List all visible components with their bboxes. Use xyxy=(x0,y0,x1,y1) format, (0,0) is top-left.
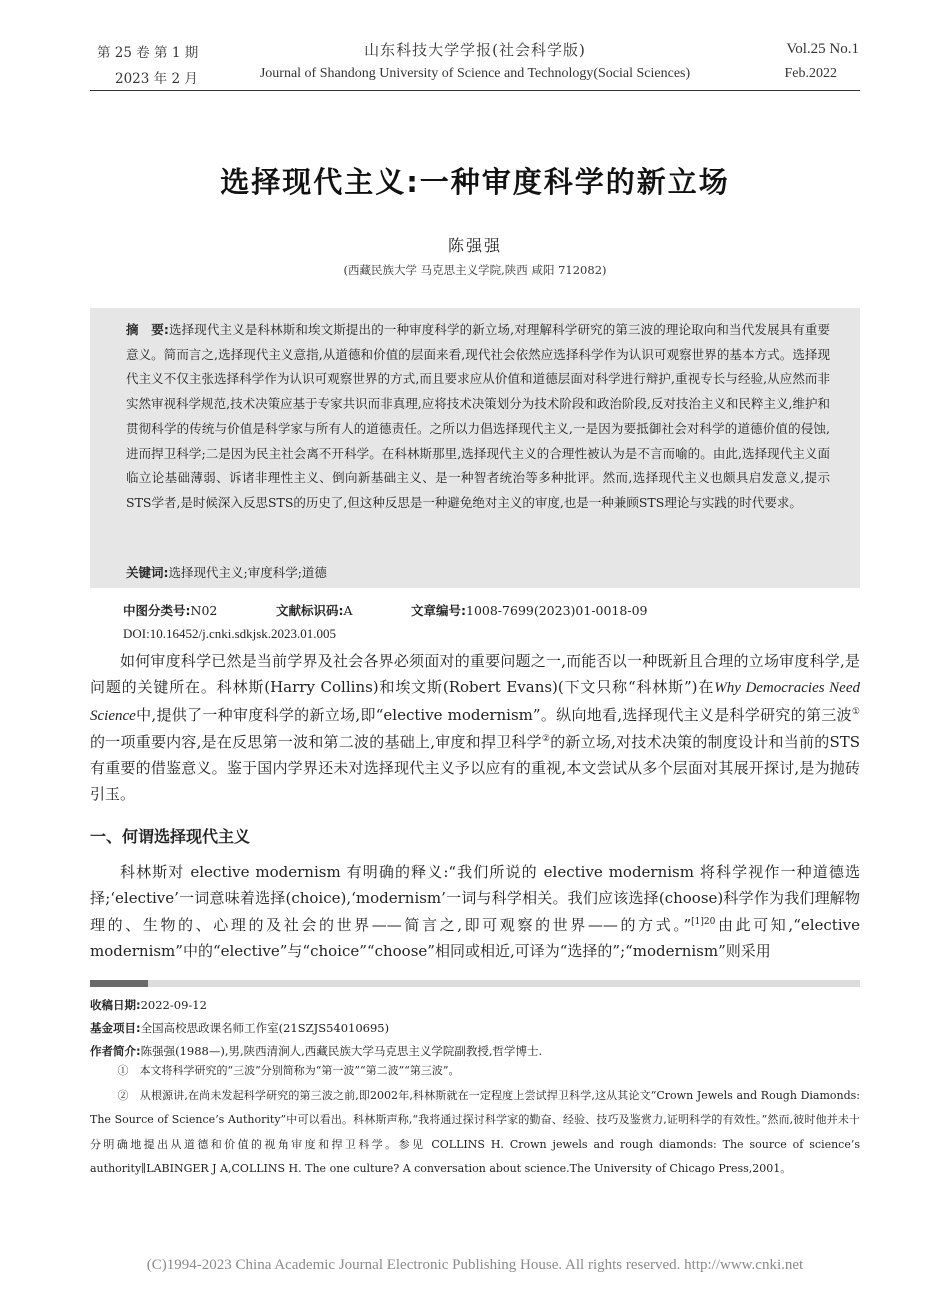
keywords-text: 选择现代主义;审度科学;道德 xyxy=(168,565,327,580)
journal-name-en: Journal of Shandong University of Science and Technology(Social Sciences) xyxy=(259,66,691,81)
intro-text-2: 中,提供了一种审度科学的新立场,即“elective modernism”。纵向地看,选择现代主义是科学研究的第三波 xyxy=(135,705,852,724)
footnote-ref-1[interactable]: ① xyxy=(851,706,860,717)
clc-number xyxy=(123,601,217,619)
footnote-separator-accent xyxy=(90,980,148,987)
clc-label: 中图分类号: xyxy=(123,603,191,618)
author-bio xyxy=(90,1043,542,1059)
intro-text-1: 如何审度科学已然是当前学界及社会各界必须面对的重要问题之一,而能否以一种既新且合理的立场审度科学,是问题的关键所在。科林斯(Harry Collins)和埃文斯(Robert Evans)(下文只称“科林斯”)在 xyxy=(90,652,860,697)
document-code xyxy=(276,601,353,619)
intro-paragraph xyxy=(90,648,860,808)
copyright-notice: (C)1994-2023 China Academic Journal Electronic Publishing House. All rights reserved. http://www.cnki.net xyxy=(146,1257,804,1273)
bio-label: 作者简介: xyxy=(90,1044,141,1058)
keywords xyxy=(126,563,830,581)
doc-code-label: 文献标识码: xyxy=(276,603,344,618)
footnotes xyxy=(90,1059,860,1182)
date-en: Feb.2022 xyxy=(784,66,837,81)
footnote-ref-2[interactable]: ② xyxy=(541,733,551,744)
doc-code-value: A xyxy=(343,603,353,618)
keywords-label: 关键词: xyxy=(126,565,169,580)
doi: DOI:10.16452/j.cnki.sdkjsk.2023.01.005 xyxy=(123,626,337,641)
abstract-text: 选择现代主义是科林斯和埃文斯提出的一种审度科学的新立场,对理解科学研究的第三波的理论取向和当代发展具有重要意义。简而言之,选择现代主义意指,从道德和价值的层面来看,现代社会依然应选择科学作为认识可观察世界的基本方式。选择现代主义不仅主张选择科学作为认识可观察世界的方式,而且要求应从价值和道德层面对科学进行辩护,重视专长与经验,从应然而非实然审视科学规范,技术决策应基于专家共识而非真理,应将技术决策划分为技术阶段和政治阶段,反对技治主义和民粹主义,维护和贯彻科学的传统与价值是科学家与所有人的道德责任。之所以力倡选择现代主义,一是因为要抵御社会对科学的道德价值的侵蚀,进而捍卫科学;二是因为民主社会离不开科学。在科林斯那里,选择现代主义的合理性被认为是不言而喻的。由此,选择现代主义面临立论基础薄弱、诉诸非理性主义、倒向新基础主义、是一种智者统治等多种批评。然而,选择现代主义也颇具启发意义,提示STS学者,是时候深入反思STS的历史了,但这种反思是一种避免绝对主义的审度,也是一种兼顾STS理论与实践的时代要求。 xyxy=(126,322,830,510)
clc-value: N02 xyxy=(190,603,218,618)
section1-paragraph xyxy=(90,859,860,964)
fund-label: 基金项目: xyxy=(90,1021,141,1035)
abstract-label: 摘 要: xyxy=(126,322,169,337)
article-number xyxy=(411,601,647,619)
abstract xyxy=(126,318,830,516)
section1-text-2: 由此可知,“elective modernism”中的“elective”与“choice”“choose”相同或相近,可译为“选择的”;“modernism”则采用 xyxy=(90,915,860,960)
volume-issue-en: Vol.25 No.1 xyxy=(786,41,859,57)
footnote-1: ① 本文将科学研究的“三波”分别简称为“第一波”“第二波”“第三波”。 xyxy=(117,1064,460,1077)
fund-info xyxy=(90,1020,389,1036)
footnote-2: ② 从根源讲,在尚未发起科学研究的第三波之前,即2002年,科林斯就在一定程度上尝试捍卫科学,这从其论文“Crown Jewels and Rough Diamonds: The Source of Science’s Authority”中可以看出。科林斯声称,“我将通过探讨科学家的勤奋、经验、技巧及鉴赏力,证明科学的有效性。”然而,彼时他并未十分明确地提出从道德和价值的视角审度和捍卫科学。参见 COLLINS H. Crown jewels and rough diamonds: The source of science’s authority∥LABINGER J A,COLLINS H. The one culture? A conversation about science.The University of Chicago Press,2001。 xyxy=(90,1088,860,1176)
footnote-separator xyxy=(90,980,860,987)
received-value: 2022-09-12 xyxy=(140,998,207,1012)
volume-issue-cn: 第 25 卷 第 1 期 xyxy=(97,45,199,61)
article-title: 选择现代主义:一种审度科学的新立场 xyxy=(220,165,730,199)
book-title: Why Democracies Need Science xyxy=(90,680,860,724)
intro-text-3: 的一项重要内容,是在反思第一波和第二波的基础上,审度和捍卫科学 xyxy=(90,732,542,751)
section-heading: 一、何谓选择现代主义 xyxy=(90,827,251,846)
article-number-label: 文章编号: xyxy=(411,603,466,618)
author-affiliation: (西藏民族大学 马克思主义学院,陕西 咸阳 712082) xyxy=(343,263,607,277)
journal-name-cn: 山东科技大学学报(社会科学版) xyxy=(364,41,586,59)
date-cn: 2023 年 2 月 xyxy=(115,71,198,87)
header-rule xyxy=(90,90,860,91)
received-label: 收稿日期: xyxy=(90,998,141,1012)
bio-value: 陈强强(1988—),男,陕西清涧人,西藏民族大学马克思主义学院副教授,哲学博士. xyxy=(140,1044,543,1058)
fund-value: 全国高校思政课名师工作室(21SZJS54010695) xyxy=(140,1021,390,1035)
article-number-value: 1008-7699(2023)01-0018-09 xyxy=(466,603,648,618)
received-date xyxy=(90,997,207,1013)
citation-ref[interactable]: [1]20 xyxy=(691,916,716,927)
author-name: 陈强强 xyxy=(447,236,502,255)
section1-text-1: 科林斯对 elective modernism 有明确的释义:“我们所说的 elective modernism 将科学视作一种道德选择;‘elective’一词意味着选择(choice),‘modernism’一词与科学相关。我们应该选择(choose)科学作为我们理解物理的、生物的、心理的及社会的世界——简言之,即可观察的世界——的方式。” xyxy=(90,863,860,934)
intro-text-4: 的新立场,对技术决策的制度设计和当前的STS有重要的借鉴意义。鉴于国内学界还未对选择现代主义予以应有的重视,本文尝试从多个层面对其展开探讨,是为抛砖引玉。 xyxy=(90,732,861,804)
